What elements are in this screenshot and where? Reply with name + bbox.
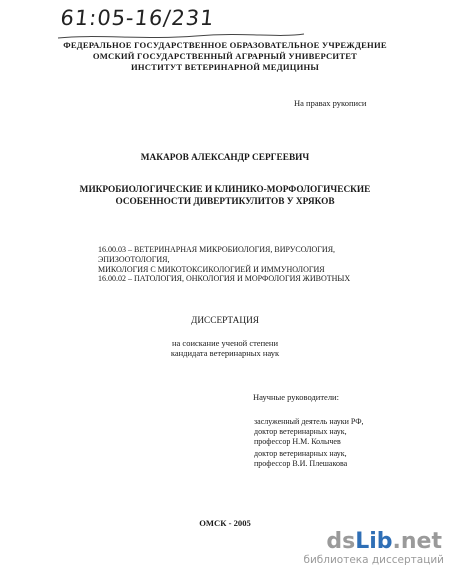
supervisor-1-line-3: профессор Н.М. Колычев (254, 437, 341, 446)
institution-header (40, 40, 410, 73)
supervisor-1-line-2: доктор ветеринарных наук, (254, 427, 347, 436)
handwritten-registration-number: 61:05-16/231 (59, 6, 216, 30)
supervisors-heading: Научные руководители: (253, 392, 339, 402)
title-line-2: ОСОБЕННОСТИ ДИВЕРТИКУЛИТОВ У ХРЯКОВ (115, 197, 335, 207)
specialty-16-00-02: 16.00.02 – ПАТОЛОГИЯ, ОНКОЛОГИЯ И МОРФОЛОГИЯ ЖИВОТНЫХ (98, 274, 351, 283)
dslib-subtitle: библиотека диссертаций (303, 554, 444, 566)
specialty-1-line-2: МИКОЛОГИЯ С МИКОТОКСИКОЛОГИЕЙ И ИММУНОЛОГИЯ (98, 265, 325, 274)
supervisor-1-line-1: заслуженный деятель науки РФ, (254, 417, 364, 426)
header-line-3: ИНСТИТУТ ВЕТЕРИНАРНОЙ МЕДИЦИНЫ (130, 62, 320, 72)
header-line-2: ОМСКИЙ ГОСУДАРСТВЕННЫЙ АГРАРНЫЙ УНИВЕРСИТЕТ (92, 51, 358, 61)
supervisor-1 (254, 417, 364, 447)
document-type: ДИССЕРТАЦИЯ (191, 316, 259, 326)
dslib-brand-part-2: Lib (355, 529, 393, 554)
specialty-16-00-03 (98, 245, 398, 275)
title-line-1: МИКРОБИОЛОГИЧЕСКИЕ И КЛИНИКО-МОРФОЛОГИЧЕСКИЕ (79, 185, 371, 195)
degree-line-1: на соискание ученой степени (171, 338, 278, 348)
header-line-1: ФЕДЕРАЛЬНОЕ ГОСУДАРСТВЕННОЕ ОБРАЗОВАТЕЛЬНОЕ УЧРЕЖДЕНИЕ (63, 40, 387, 50)
dslib-brand (326, 530, 442, 554)
dslib-watermark-logo (303, 529, 448, 570)
dslib-brand-part-1: ds (326, 529, 356, 554)
city-and-year: ОМСК - 2005 (199, 518, 251, 528)
author-name: МАКАРОВ АЛЕКСАНДР СЕРГЕЕВИЧ (140, 153, 310, 163)
dslib-brand-part-3: .net (392, 529, 442, 554)
specialty-1-line-1: 16.00.03 – ВЕТЕРИНАРНАЯ МИКРОБИОЛОГИЯ, ВИРУСОЛОГИЯ, ЭПИЗООТОЛОГИЯ, (98, 245, 336, 264)
degree-statement (0, 338, 450, 358)
degree-line-2: кандидата ветеринарных наук (170, 348, 280, 358)
supervisor-2-line-1: доктор ветеринарных наук, (254, 449, 347, 458)
supervisor-2-line-2: профессор В.И. Плешакова (254, 459, 348, 468)
supervisor-2 (254, 449, 347, 469)
manuscript-rights-note: На правах рукописи (294, 98, 367, 108)
dissertation-title (40, 184, 410, 208)
